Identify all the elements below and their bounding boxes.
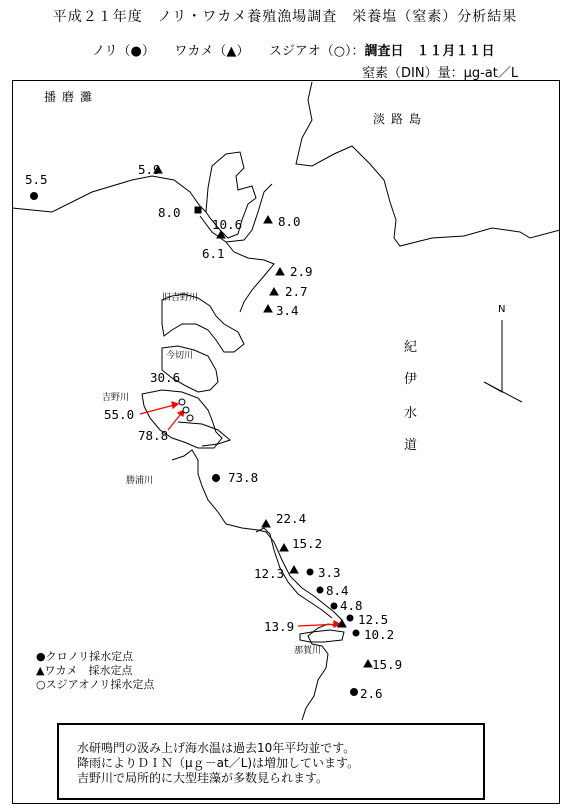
compass-needle <box>484 320 522 402</box>
station-value: 22.4 <box>276 511 307 526</box>
station-marker <box>179 399 185 405</box>
note-line: 吉野川で局所的に大型珪藻が多数見られます。 <box>77 771 329 785</box>
species-symbols: ノリ（●） ワカメ（▲） スジアオ（○）： <box>92 44 365 59</box>
station-marker <box>31 193 38 200</box>
station-marker <box>364 660 372 667</box>
station-marker <box>262 520 270 527</box>
station-marker <box>317 587 323 593</box>
kii-char-1: 紀 <box>404 340 418 355</box>
awaji-coastline <box>296 82 560 246</box>
station-marker <box>264 305 272 312</box>
station-value: 8.4 <box>326 583 349 598</box>
station-marker <box>353 630 359 636</box>
station-value: 10.2 <box>364 627 395 642</box>
station-value: 6.1 <box>202 246 225 261</box>
legend-wakame: ▲ワカメ 採水定点 <box>36 664 133 677</box>
kii-char-2: 伊 <box>404 372 418 387</box>
station-value: 3.3 <box>318 565 341 580</box>
note-line: 降雨によりＤＩＮ（μｇ－at／L)は増加しています。 <box>77 756 360 770</box>
katsuura-coastline <box>172 450 226 524</box>
station-marker <box>213 475 220 482</box>
station-value: 15.2 <box>292 536 323 551</box>
station-value: 2.6 <box>360 686 383 701</box>
station-marker <box>331 603 337 609</box>
unit-label: 窒素（DIN）量：μg-at／L <box>362 66 519 81</box>
note-line: 水研鳴門の汲み上げ海水温は過去10年平均並です。 <box>77 741 356 755</box>
station-value: 10.6 <box>212 217 243 232</box>
north-label: N <box>498 304 506 315</box>
strait-outline <box>200 184 272 242</box>
station-value: 30.6 <box>150 370 181 385</box>
station-value: 3.4 <box>276 303 299 318</box>
legend-suji: ○スジアオノリ採水定点 <box>36 678 155 691</box>
east-coastline <box>226 242 274 312</box>
station-value: 2.7 <box>285 284 308 299</box>
legend-nori: ●クロノリ採水定点 <box>36 650 134 663</box>
yoshino-label: 吉野川 <box>102 393 130 403</box>
station-value: 5.9 <box>138 162 161 177</box>
station-marker <box>195 207 201 213</box>
station-value: 12.3 <box>254 566 285 581</box>
station-marker <box>270 288 278 295</box>
station-marker <box>183 407 189 413</box>
kii-char-4: 道 <box>404 438 418 453</box>
kii-char-3: 水 <box>404 406 418 421</box>
station-marker <box>276 268 284 275</box>
awaji-label: 淡路島 <box>373 112 428 126</box>
station-value: 15.9 <box>372 657 403 672</box>
arrowhead-55-0 <box>172 402 178 408</box>
station-value: 73.8 <box>228 470 259 485</box>
station-value: 4.8 <box>340 598 363 613</box>
imagiri-label: 今切川 <box>166 351 194 361</box>
harima-label: 播磨灘 <box>44 90 99 104</box>
station-marker <box>347 615 353 621</box>
species-key-line <box>92 40 495 59</box>
station-value: 8.0 <box>158 205 181 220</box>
naka-river <box>300 630 344 642</box>
station-marker <box>280 544 288 551</box>
station-marker <box>264 216 272 223</box>
station-value: 78.8 <box>138 428 169 443</box>
station-value: 55.0 <box>104 407 135 422</box>
note-box <box>57 723 485 800</box>
station-value: 8.0 <box>278 214 301 229</box>
survey-date: 調査日 １１月１１日 <box>364 44 495 59</box>
station-marker <box>290 566 298 573</box>
station-marker <box>307 569 313 575</box>
station-value: 5.5 <box>25 172 48 187</box>
station-value: 13.9 <box>264 619 295 634</box>
station-value: 12.5 <box>358 612 389 627</box>
katsuura-label: 勝浦川 <box>126 476 154 486</box>
naka-label: 那賀川 <box>294 646 322 656</box>
station-marker <box>187 415 193 421</box>
station-value: 2.9 <box>290 264 313 279</box>
old-yoshino-label: 旧吉野川 <box>162 293 199 303</box>
map-title: 平成２１年度 ノリ・ワカメ養殖漁場調査 栄養塩（窒素）分析結果 <box>52 9 518 25</box>
station-marker <box>351 689 358 696</box>
